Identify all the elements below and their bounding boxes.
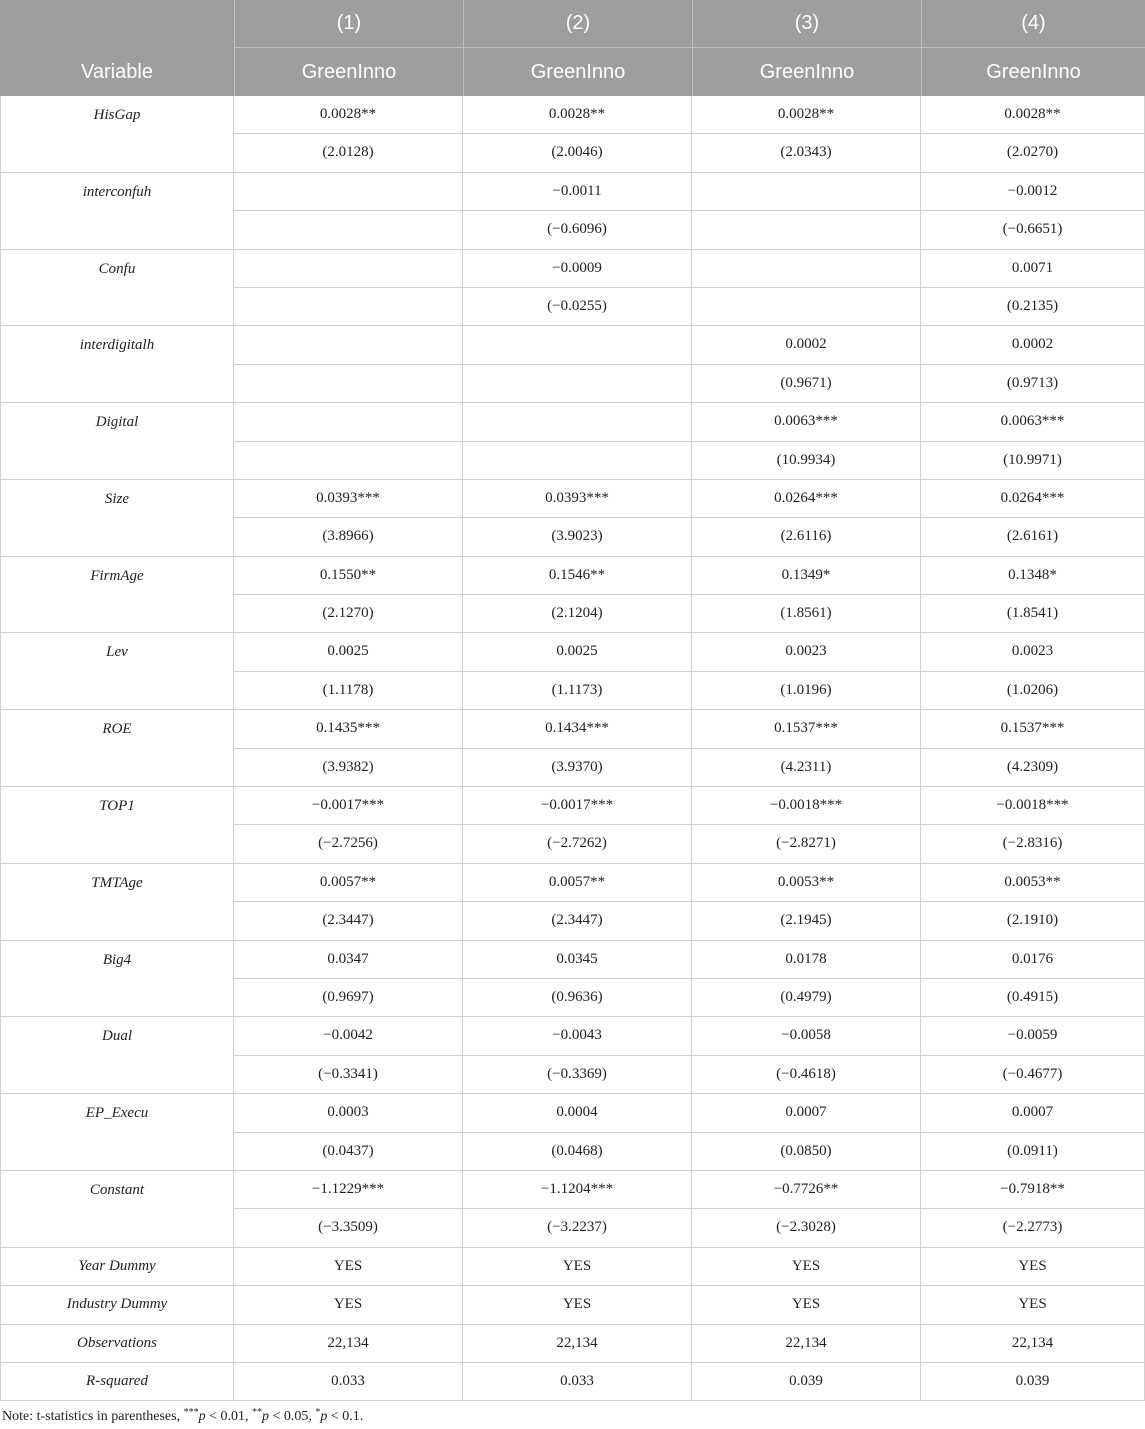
t-statistic-cell: (−2.7262) <box>463 825 692 863</box>
coefficient-cell: 0.0264*** <box>921 480 1145 518</box>
variable-label: Confu <box>0 250 234 327</box>
t-statistic-cell: (1.0206) <box>921 672 1145 710</box>
summary-cell: YES <box>463 1248 692 1286</box>
t-statistic-cell: (−0.6651) <box>921 211 1145 249</box>
t-statistic-cell: (4.2309) <box>921 749 1145 787</box>
note-stars-2: ** <box>251 1407 262 1419</box>
note-stars-3: * <box>315 1407 321 1419</box>
note-stars-1: *** <box>183 1407 199 1419</box>
variable-label: Dual <box>0 1017 234 1094</box>
note-threshold-2: < 0.05, <box>268 1409 316 1425</box>
t-statistic-cell: (2.0343) <box>692 134 921 172</box>
note-p-symbol-3: p <box>320 1409 328 1425</box>
coefficient-cell: −0.0011 <box>463 173 692 211</box>
coefficient-cell: −0.0012 <box>921 173 1145 211</box>
coefficient-cell: −0.0018*** <box>921 787 1145 825</box>
table-body <box>0 96 1145 1401</box>
coefficient-cell: 0.0063*** <box>921 403 1145 441</box>
t-statistic-cell: (−3.3509) <box>234 1209 463 1247</box>
model-number-3: (3) <box>692 0 921 48</box>
empty-cell <box>692 173 921 211</box>
t-statistic-cell: (1.8541) <box>921 595 1145 633</box>
t-statistic-cell: (0.4915) <box>921 979 1145 1017</box>
t-statistic-cell: (−2.2773) <box>921 1209 1145 1247</box>
variable-label: TMTAge <box>0 864 234 941</box>
coefficient-cell: 0.0028** <box>463 96 692 134</box>
variable-label: ROE <box>0 710 234 787</box>
t-statistic-cell: (1.0196) <box>692 672 921 710</box>
t-statistic-cell: (−0.4618) <box>692 1056 921 1094</box>
t-statistic-cell: (1.1173) <box>463 672 692 710</box>
summary-row-label: Industry Dummy <box>0 1286 234 1324</box>
dependent-variable-2: GreenInno <box>463 48 692 96</box>
empty-cell <box>234 288 463 326</box>
summary-cell: YES <box>921 1248 1145 1286</box>
t-statistic-cell: (−0.0255) <box>463 288 692 326</box>
note-threshold-1: < 0.01, <box>205 1409 252 1425</box>
coefficient-cell: 0.0071 <box>921 250 1145 288</box>
coefficient-cell: 0.0178 <box>692 941 921 979</box>
t-statistic-cell: (10.9971) <box>921 442 1145 480</box>
empty-cell <box>234 442 463 480</box>
t-statistic-cell: (2.1270) <box>234 595 463 633</box>
t-statistic-cell: (2.6161) <box>921 518 1145 556</box>
variable-label: Big4 <box>0 941 234 1018</box>
t-statistic-cell: (−2.8271) <box>692 825 921 863</box>
summary-cell: YES <box>234 1286 463 1324</box>
coefficient-cell: 0.0007 <box>692 1094 921 1132</box>
note-threshold-3: < 0.1. <box>327 1409 364 1425</box>
dependent-variable-3: GreenInno <box>692 48 921 96</box>
coefficient-cell: 0.1434*** <box>463 710 692 748</box>
coefficient-cell: −0.7726** <box>692 1171 921 1209</box>
coefficient-cell: −0.0043 <box>463 1017 692 1055</box>
empty-cell <box>234 250 463 288</box>
model-number-4: (4) <box>921 0 1145 48</box>
empty-cell <box>692 288 921 326</box>
summary-cell: YES <box>463 1286 692 1324</box>
coefficient-cell: 0.0063*** <box>692 403 921 441</box>
t-statistic-cell: (3.9382) <box>234 749 463 787</box>
t-statistic-cell: (0.9636) <box>463 979 692 1017</box>
variable-label: TOP1 <box>0 787 234 864</box>
summary-cell: 0.039 <box>692 1363 921 1401</box>
variable-label: Lev <box>0 633 234 710</box>
summary-cell: YES <box>692 1248 921 1286</box>
variable-label: Size <box>0 480 234 557</box>
t-statistic-cell: (1.8561) <box>692 595 921 633</box>
coefficient-cell: −0.0059 <box>921 1017 1145 1055</box>
summary-cell: 22,134 <box>463 1325 692 1363</box>
coefficient-cell: 0.0176 <box>921 941 1145 979</box>
table-note <box>0 1401 1145 1428</box>
summary-row-label: Year Dummy <box>0 1248 234 1286</box>
t-statistic-cell: (2.1945) <box>692 902 921 940</box>
coefficient-cell: 0.0025 <box>234 633 463 671</box>
coefficient-cell: 0.0264*** <box>692 480 921 518</box>
coefficient-cell: −0.0042 <box>234 1017 463 1055</box>
coefficient-cell: 0.1348* <box>921 557 1145 595</box>
coefficient-cell: 0.0028** <box>234 96 463 134</box>
variable-label: interdigitalh <box>0 326 234 403</box>
coefficient-cell: 0.1546** <box>463 557 692 595</box>
dependent-variable-1: GreenInno <box>234 48 463 96</box>
variable-label: FirmAge <box>0 557 234 634</box>
t-statistic-cell: (−3.2237) <box>463 1209 692 1247</box>
t-statistic-cell: (2.0270) <box>921 134 1145 172</box>
coefficient-cell: 0.0007 <box>921 1094 1145 1132</box>
t-statistic-cell: (0.2135) <box>921 288 1145 326</box>
empty-cell <box>463 326 692 364</box>
variable-label: Constant <box>0 1171 234 1248</box>
coefficient-cell: 0.0025 <box>463 633 692 671</box>
t-statistic-cell: (0.9671) <box>692 365 921 403</box>
coefficient-cell: −1.1204*** <box>463 1171 692 1209</box>
empty-cell <box>463 403 692 441</box>
t-statistic-cell: (0.0911) <box>921 1133 1145 1171</box>
summary-row-label: R-squared <box>0 1363 234 1401</box>
coefficient-cell: 0.0023 <box>692 633 921 671</box>
coefficient-cell: 0.1537*** <box>921 710 1145 748</box>
coefficient-cell: −0.0017*** <box>463 787 692 825</box>
coefficient-cell: 0.0003 <box>234 1094 463 1132</box>
empty-cell <box>234 211 463 249</box>
empty-cell <box>234 173 463 211</box>
coefficient-cell: 0.0345 <box>463 941 692 979</box>
model-number-2: (2) <box>463 0 692 48</box>
t-statistic-cell: (−0.4677) <box>921 1056 1145 1094</box>
empty-cell <box>234 365 463 403</box>
coefficient-cell: 0.1435*** <box>234 710 463 748</box>
t-statistic-cell: (0.0437) <box>234 1133 463 1171</box>
summary-cell: YES <box>921 1286 1145 1324</box>
t-statistic-cell: (2.6116) <box>692 518 921 556</box>
coefficient-cell: 0.0053** <box>921 864 1145 902</box>
coefficient-cell: 0.0057** <box>234 864 463 902</box>
coefficient-cell: 0.0028** <box>692 96 921 134</box>
variable-column-header <box>0 0 234 96</box>
coefficient-cell: 0.0393*** <box>463 480 692 518</box>
t-statistic-cell: (0.9697) <box>234 979 463 1017</box>
empty-cell <box>692 250 921 288</box>
t-statistic-cell: (0.0850) <box>692 1133 921 1171</box>
variable-label: Digital <box>0 403 234 480</box>
table-header <box>0 0 1145 96</box>
empty-cell <box>692 211 921 249</box>
empty-cell <box>463 365 692 403</box>
model-number-1: (1) <box>234 0 463 48</box>
coefficient-cell: 0.0023 <box>921 633 1145 671</box>
coefficient-cell: −0.0009 <box>463 250 692 288</box>
summary-cell: 22,134 <box>921 1325 1145 1363</box>
t-statistic-cell: (0.0468) <box>463 1133 692 1171</box>
t-statistic-cell: (10.9934) <box>692 442 921 480</box>
t-statistic-cell: (4.2311) <box>692 749 921 787</box>
empty-cell <box>463 442 692 480</box>
t-statistic-cell: (−2.7256) <box>234 825 463 863</box>
t-statistic-cell: (−2.8316) <box>921 825 1145 863</box>
t-statistic-cell: (3.9370) <box>463 749 692 787</box>
dependent-variable-4: GreenInno <box>921 48 1145 96</box>
summary-cell: 0.039 <box>921 1363 1145 1401</box>
t-statistic-cell: (2.0046) <box>463 134 692 172</box>
t-statistic-cell: (2.1204) <box>463 595 692 633</box>
t-statistic-cell: (3.8966) <box>234 518 463 556</box>
t-statistic-cell: (2.1910) <box>921 902 1145 940</box>
note-p-symbol-2: p <box>261 1409 269 1425</box>
t-statistic-cell: (2.0128) <box>234 134 463 172</box>
t-statistic-cell: (0.9713) <box>921 365 1145 403</box>
t-statistic-cell: (2.3447) <box>234 902 463 940</box>
note-p-symbol-1: p <box>198 1409 206 1425</box>
t-statistic-cell: (−0.6096) <box>463 211 692 249</box>
t-statistic-cell: (2.3447) <box>463 902 692 940</box>
coefficient-cell: 0.0057** <box>463 864 692 902</box>
summary-cell: 22,134 <box>692 1325 921 1363</box>
summary-cell: 22,134 <box>234 1325 463 1363</box>
summary-cell: YES <box>234 1248 463 1286</box>
coefficient-cell: 0.0002 <box>921 326 1145 364</box>
coefficient-cell: −0.0058 <box>692 1017 921 1055</box>
variable-label: HisGap <box>0 96 234 173</box>
empty-cell <box>234 403 463 441</box>
t-statistic-cell: (−2.3028) <box>692 1209 921 1247</box>
summary-cell: YES <box>692 1286 921 1324</box>
empty-cell <box>234 326 463 364</box>
variable-label: interconfuh <box>0 173 234 250</box>
coefficient-cell: 0.0347 <box>234 941 463 979</box>
variable-label: EP_Execu <box>0 1094 234 1171</box>
summary-row-label: Observations <box>0 1325 234 1363</box>
coefficient-cell: −1.1229*** <box>234 1171 463 1209</box>
t-statistic-cell: (−0.3341) <box>234 1056 463 1094</box>
t-statistic-cell: (3.9023) <box>463 518 692 556</box>
coefficient-cell: 0.0053** <box>692 864 921 902</box>
t-statistic-cell: (0.4979) <box>692 979 921 1017</box>
coefficient-cell: 0.1349* <box>692 557 921 595</box>
coefficient-cell: 0.0002 <box>692 326 921 364</box>
coefficient-cell: 0.1550** <box>234 557 463 595</box>
coefficient-cell: 0.1537*** <box>692 710 921 748</box>
t-statistic-cell: (−0.3369) <box>463 1056 692 1094</box>
note-prefix: Note: t-statistics in parentheses, <box>2 1409 184 1425</box>
t-statistic-cell: (1.1178) <box>234 672 463 710</box>
variable-column-header-text: Variable <box>81 61 153 83</box>
coefficient-cell: 0.0028** <box>921 96 1145 134</box>
coefficient-cell: 0.0393*** <box>234 480 463 518</box>
summary-cell: 0.033 <box>234 1363 463 1401</box>
coefficient-cell: −0.0017*** <box>234 787 463 825</box>
coefficient-cell: 0.0004 <box>463 1094 692 1132</box>
coefficient-cell: −0.7918** <box>921 1171 1145 1209</box>
coefficient-cell: −0.0018*** <box>692 787 921 825</box>
summary-cell: 0.033 <box>463 1363 692 1401</box>
